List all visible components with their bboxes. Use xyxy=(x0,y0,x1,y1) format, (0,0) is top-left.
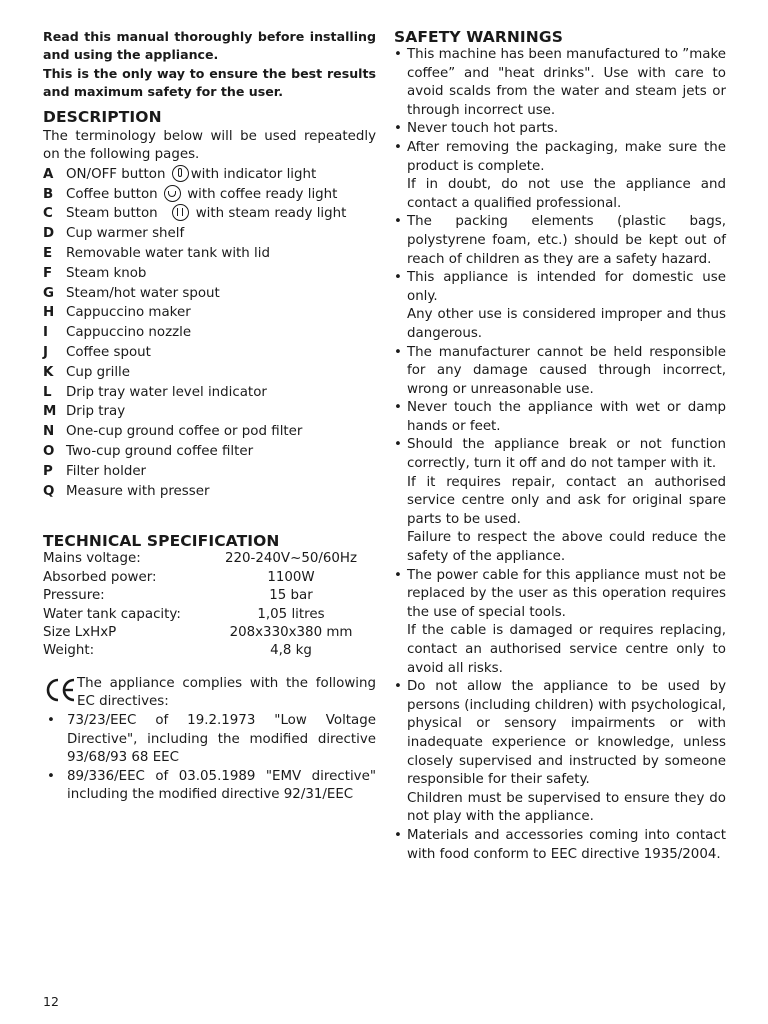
term-key: B xyxy=(43,186,54,202)
term-text: Cup grille xyxy=(66,364,130,380)
term-item: P Filter holder xyxy=(43,462,376,482)
intro-line-1: Read this manual thoroughly before installing and using the appliance. xyxy=(43,29,376,63)
term-text: Measure with presser xyxy=(66,483,210,499)
description-heading: DESCRIPTION xyxy=(43,107,162,126)
power-icon xyxy=(172,165,189,182)
warning-paragraph: Materials and accessories coming into contact with food conform to EEC directive 1935/2004. xyxy=(407,827,726,862)
warning-paragraph: Never touch the appliance with wet or damp hands or feet. xyxy=(407,400,726,434)
term-text: Cappuccino maker xyxy=(66,305,191,321)
terminology-list xyxy=(43,165,376,502)
warning-paragraph: Never touch hot parts. xyxy=(407,121,559,137)
term-text: Steam knob xyxy=(66,265,147,281)
page-number: 12 xyxy=(43,994,59,1009)
warning-paragraph: After removing the packaging, make sure the product is complete. xyxy=(407,139,726,174)
safety-warning-item: • This appliance is intended for domestic use only. Any other use is considered improper and thus dangerous. xyxy=(394,269,726,343)
warning-paragraph: Should the appliance break or not function correctly, turn it off and do not tamper with it. xyxy=(407,437,726,472)
term-text: Coffee button with coffee ready light xyxy=(66,186,338,202)
term-item xyxy=(43,185,376,205)
safety-warning-item: • The packing elements (plastic bags, polystyrene foam, etc.) should be kept out of reach of children as they are a safety hazard. xyxy=(394,213,726,269)
directive-item: • 89/336/EEC of 03.05.1989 "EMV directive" including the modified directive 92/31/EEC xyxy=(47,768,376,803)
spec-row: Absorbed power: 1100W xyxy=(43,569,315,585)
term-text: Drip tray water level indicator xyxy=(66,384,267,400)
safety-warning-item: • Should the appliance break or not function correctly, turn it off and do not tamper with it. If it requires repair, contact an authorised service centre only and ask for original spare parts to be used. Failure to respect the above could reduce the safety of the appliance. xyxy=(394,436,726,566)
term-text: Coffee spout xyxy=(66,344,151,360)
safety-warning-item: • This machine has been manufactured to ”make coffee” and "heat drinks". Use with care to avoid scalds from the water and steam jets or through incorrect use. xyxy=(394,46,726,120)
term-item xyxy=(43,165,376,185)
warning-paragraph: If in doubt, do not use the appliance and contact a qualified professional. xyxy=(407,177,726,211)
term-text: Cappuccino nozzle xyxy=(66,325,192,341)
left-column xyxy=(43,28,376,805)
term-item: L Drip tray water level indicator xyxy=(43,383,376,403)
technical-spec-table xyxy=(43,550,376,660)
term-text: Cup warmer shelf xyxy=(66,226,185,242)
safety-heading: SAFETY WARNINGS xyxy=(394,28,563,46)
ce-mark-icon xyxy=(43,675,77,705)
term-item: Q Measure with presser xyxy=(43,482,376,502)
safety-warning-item: • Never touch the appliance with wet or damp hands or feet. xyxy=(394,399,726,436)
term-text: One-cup ground coffee or pod filter xyxy=(66,424,303,440)
spec-row: Weight: 4,8 kg xyxy=(43,643,312,659)
ce-compliance xyxy=(43,675,376,712)
directive-item: • 73/23/EEC of 19.2.1973 "Low Voltage Directive", including the modified directive 93/68/93 68 EEC xyxy=(47,712,376,766)
term-text: ON/OFF button with indicator light xyxy=(66,166,317,182)
safety-warnings-list xyxy=(394,46,726,864)
right-column xyxy=(394,28,726,864)
warning-paragraph: If it requires repair, contact an authorised service centre only and ask for original spare parts to be used. xyxy=(407,474,726,527)
term-key: C xyxy=(43,206,53,222)
directive-list xyxy=(43,712,376,805)
intro-line-2: This is the only way to ensure the best results and maximum safety for the user. xyxy=(43,65,376,100)
term-item: G Steam/hot water spout xyxy=(43,284,376,304)
warning-paragraph: Children must be supervised to ensure they do not play with the appliance. xyxy=(407,790,726,825)
warning-paragraph: The power cable for this appliance must not be replaced by the user as this operation requires the use of special tools. xyxy=(407,567,726,620)
spec-row: Pressure: 15 bar xyxy=(43,588,313,604)
term-item: E Removable water tank with lid xyxy=(43,244,376,264)
warning-paragraph: This appliance is intended for domestic use only. xyxy=(407,270,726,304)
term-text: Steam/hot water spout xyxy=(66,285,220,301)
term-item xyxy=(43,204,376,224)
warning-paragraph: Do not allow the appliance to be used by persons (including children) with psychological, physical or sensory impairments or with inadequate experience or knowledge, unless closely supervised and instructed by someone responsible for their safety. xyxy=(407,679,726,788)
term-item: K Cup grille xyxy=(43,363,376,383)
warning-paragraph: The manufacturer cannot be held responsible for any damage caused through incorrect, wrong or unreasonable use. xyxy=(407,344,726,397)
term-item: M Drip tray xyxy=(43,402,376,422)
steam-icon xyxy=(172,204,189,221)
term-item: F Steam knob xyxy=(43,264,376,284)
safety-warning-item: • Do not allow the appliance to be used by persons (including children) with psychological, physical or sensory impairments or with inadequate experience or knowledge, unless closely supervised and instructed by someone responsible for their safety. Children must be supervised to ensure they do not play with the appliance. xyxy=(394,678,726,827)
description-lead: The terminology below will be used repeatedly on the following pages. xyxy=(43,128,376,163)
coffee-cup-icon xyxy=(164,185,181,202)
term-item: N One-cup ground coffee or pod filter xyxy=(43,422,376,442)
safety-warning-item: • The manufacturer cannot be held responsible for any damage caused through incorrect, wrong or unreasonable use. xyxy=(394,344,726,400)
term-text: Filter holder xyxy=(66,463,147,479)
warning-paragraph: This machine has been manufactured to ”make coffee” and "heat drinks". Use with care to avoid scalds from the water and steam jets or through incorrect use. xyxy=(407,47,726,118)
term-text: Steam button with steam ready light xyxy=(66,206,347,222)
spec-row: Mains voltage: 220-240V~50/60Hz xyxy=(43,551,358,567)
term-item: H Cappuccino maker xyxy=(43,303,376,323)
ce-text: The appliance complies with the following EC directives: xyxy=(77,675,376,710)
term-item: O Two-cup ground coffee filter xyxy=(43,442,376,462)
term-item: I Cappuccino nozzle xyxy=(43,323,376,343)
safety-warning-item: • The power cable for this appliance must not be replaced by the user as this operation requires the use of special tools. If the cable is damaged or requires replacing, contact an authorised service centre only to avoid all risks. xyxy=(394,567,726,679)
warning-paragraph: Failure to respect the above could reduce the safety of the appliance. xyxy=(407,530,726,565)
warning-paragraph: If the cable is damaged or requires replacing, contact an authorised service centre only to avoid all risks. xyxy=(407,623,726,676)
technical-spec-heading: TECHNICAL SPECIFICATION xyxy=(43,532,280,551)
term-text: Two-cup ground coffee filter xyxy=(66,443,254,459)
safety-warning-item: • Never touch hot parts. xyxy=(394,120,726,139)
safety-warning-item: • Materials and accessories coming into contact with food conform to EEC directive 1935/2004. xyxy=(394,827,726,864)
warning-paragraph: The packing elements (plastic bags, polystyrene foam, etc.) should be kept out of reach of children as they are a safety hazard. xyxy=(407,214,726,267)
term-item: J Coffee spout xyxy=(43,343,376,363)
spec-row: Water tank capacity: 1,05 litres xyxy=(43,606,325,622)
term-key: A xyxy=(43,166,54,182)
term-text: Drip tray xyxy=(66,404,126,420)
warning-paragraph: Any other use is considered improper and thus dangerous. xyxy=(407,307,726,341)
spec-row: Size LxHxP 208x330x380 mm xyxy=(43,624,353,640)
term-text: Removable water tank with lid xyxy=(66,246,270,261)
term-item: D Cup warmer shelf xyxy=(43,224,376,244)
safety-warning-item: • After removing the packaging, make sure the product is complete. If in doubt, do not use the appliance and contact a qualified professional. xyxy=(394,139,726,213)
